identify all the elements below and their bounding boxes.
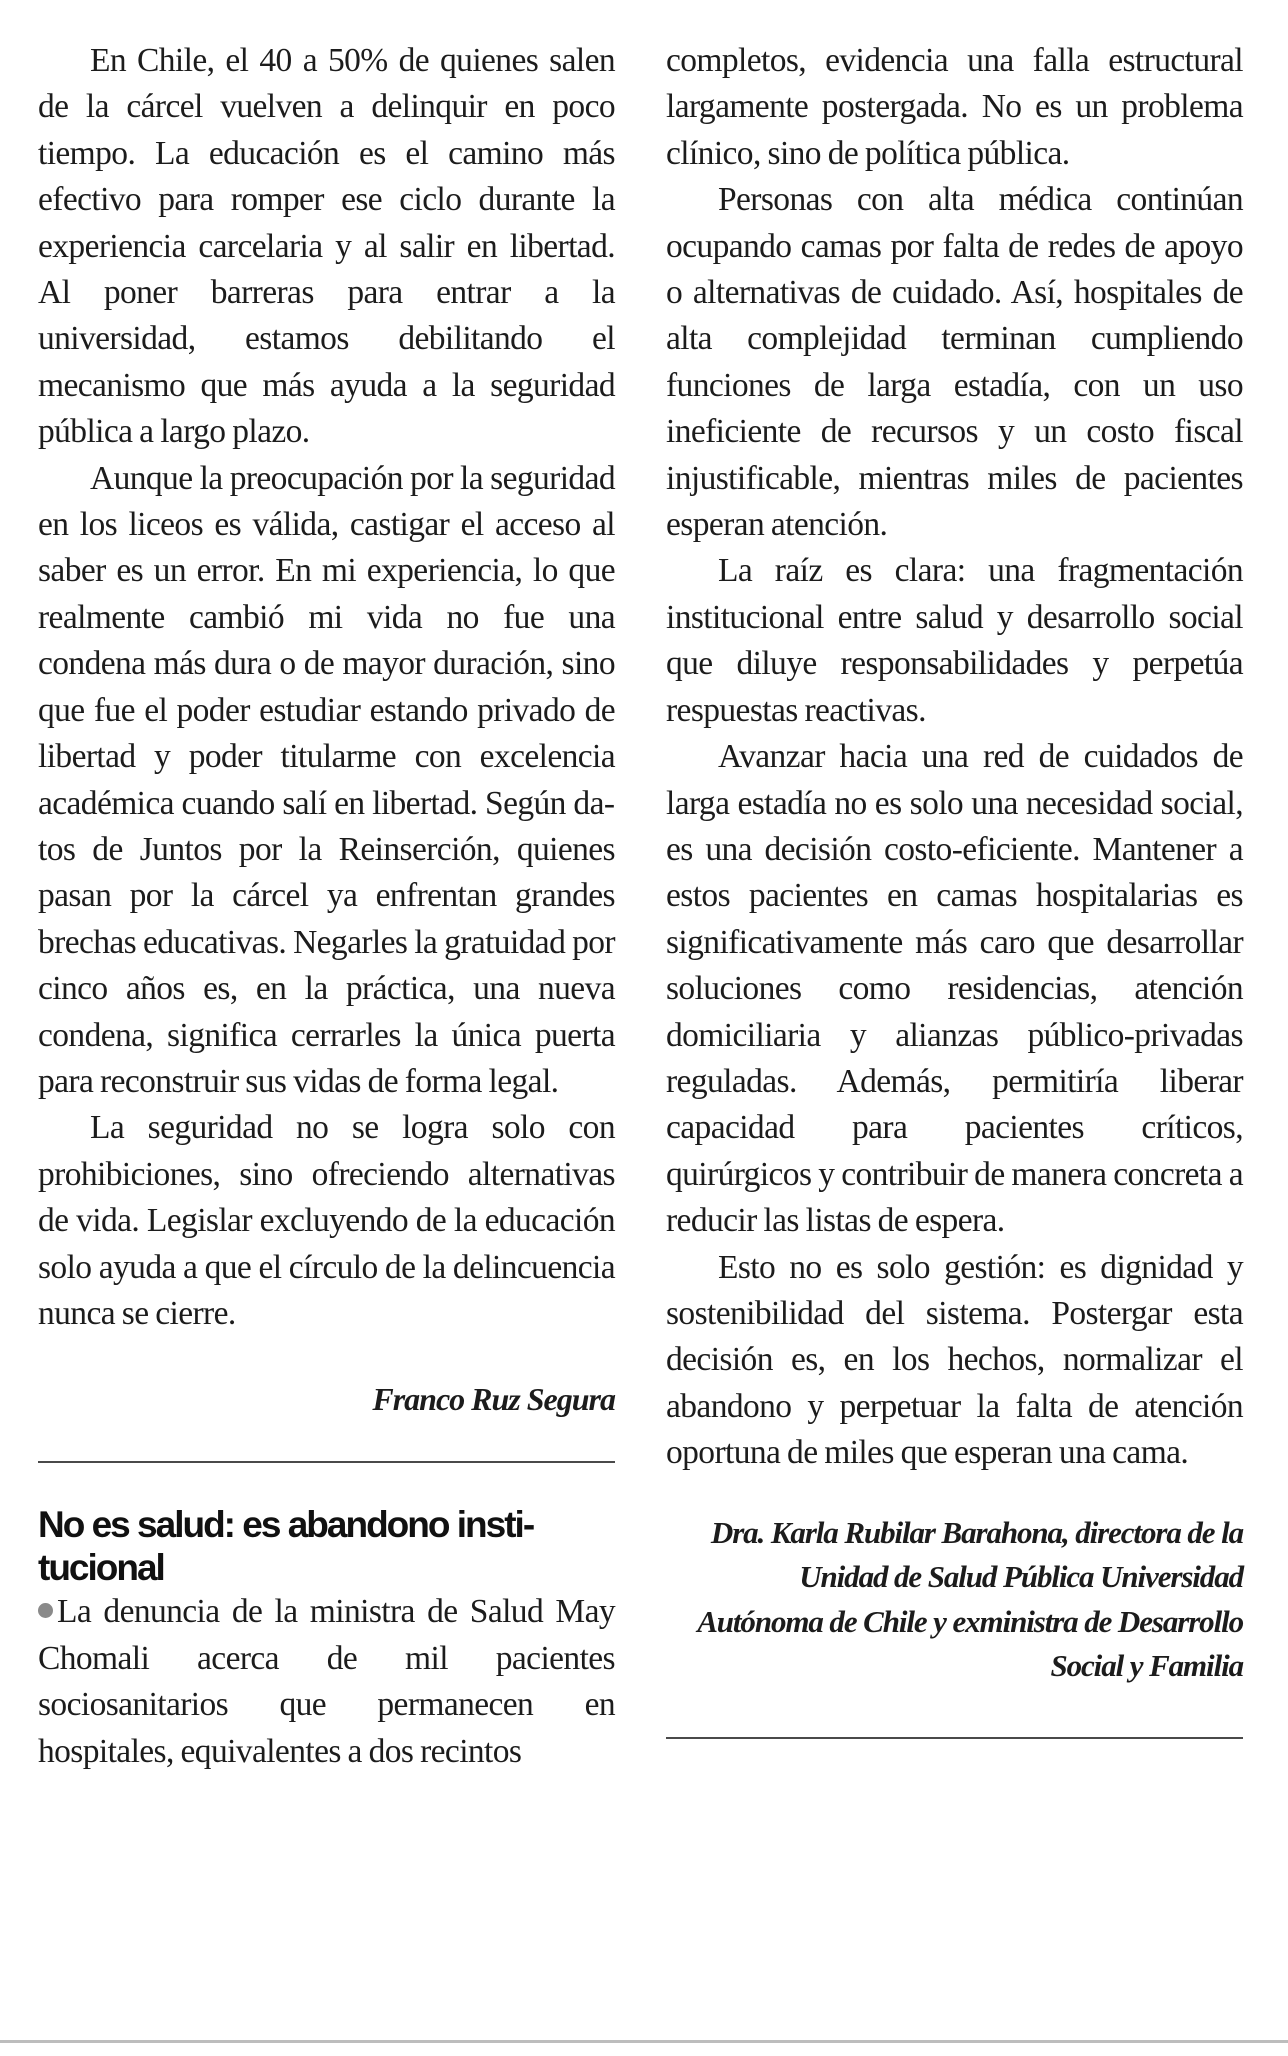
- article-headline: No es salud: es abandono institucional: [38, 1504, 536, 1589]
- section-divider: [38, 1461, 615, 1463]
- left-column: [38, 38, 615, 1775]
- article-paragraph-3: Avanzar hacia una red de cuidados de larga estadía no es solo una necesidad social, es una decisión costo-eficiente. Mantener a estos pacientes en camas hospitalarias es significativamente más caro que desarrollar soluciones como residencias, atención domiciliaria y alianzas público-privadas reguladas. Además, permitiría liberar capacidad para pacientes críticos, quirúrgicos y contribuir de manera concreta a reducir las listas de espera.: [666, 738, 1243, 1240]
- bullet-icon: [38, 1603, 53, 1618]
- page-bottom-border: [0, 2040, 1288, 2043]
- right-column: [666, 38, 1243, 1739]
- article-paragraph-2: La raíz es clara: una fragmentación institucional entre salud y desarrollo social que diluye responsabilidades y perpetúa respuestas reactivas.: [666, 552, 1243, 729]
- lead-paragraph-text: La denuncia de la ministra de Salud May Chomali acerca de mil pacientes sociosanitarios que permanecen en hospitales, equivalentes a dos recintos: [38, 1593, 615, 1770]
- article-paragraph-4: Esto no es solo gestión: es dignidad y sostenibilidad del sistema. Postergar esta decisión es, en los hechos, normalizar el abandono y perpetuar la falta de atención oportuna de miles que esperan una cama.: [666, 1248, 1243, 1472]
- letter-paragraph-3: La seguridad no se logra solo con prohibiciones, sino ofreciendo alternativas de vida. Legislar excluyendo de la educación solo ayuda a que el círculo de la delincuencia nunca se cierre.: [38, 1109, 615, 1332]
- article-paragraph-1: Personas con alta médica continúan ocupando camas por falta de redes de apoyo o alternativas de cuidado. Así, hospitales de alta complejidad terminan cumpliendo funciones de larga estadía, con un uso ineficiente de recursos y un costo fiscal injustificable, mientras miles de pacientes esperan atención.: [666, 181, 1243, 544]
- article-author-signature: Dra. Karla Rubilar Barahona, directora de la Unidad de Salud Pública Universidad Autónoma de Chile y exministra de Desarrollo Social y Familia: [697, 1514, 1243, 1684]
- letter-author-signature: Franco Ruz Segura: [372, 1381, 615, 1418]
- article-end-divider: [666, 1737, 1243, 1739]
- lead-paragraph: [38, 1589, 615, 1775]
- continuation-paragraph: completos, evidencia una falla estructural largamente postergada. No es un problema clínico, sino de política pública.: [666, 42, 1243, 172]
- letter-paragraph-2: Aunque la preocupación por la seguridad en los liceos es válida, castigar el acceso al saber es un error. En mi experiencia, lo que realmente cambió mi vida no fue una condena más dura o de mayor duración, sino que fue el poder estudiar estando privado de libertad y poder titularme con excelencia académica cuando salí en libertad. Según datos de Juntos por la Reinserción, quienes pasan por la cárcel ya enfrentan grandes brechas educativas. Negarles la gratuidad por cinco años es, en la práctica, una nueva condena, significa cerrarles la única puerta para reconstruir sus vidas de forma legal.: [38, 459, 615, 1100]
- letter-paragraph-1: En Chile, el 40 a 50% de quienes salen de la cárcel vuelven a delinquir en poco tiempo. La educación es el camino más efectivo para romper ese ciclo durante la experiencia carcelaria y al salir en libertad. Al poner barreras para entrar a la universidad, estamos debilitando el mecanismo que más ayuda a la seguridad pública a largo plazo.: [38, 42, 615, 451]
